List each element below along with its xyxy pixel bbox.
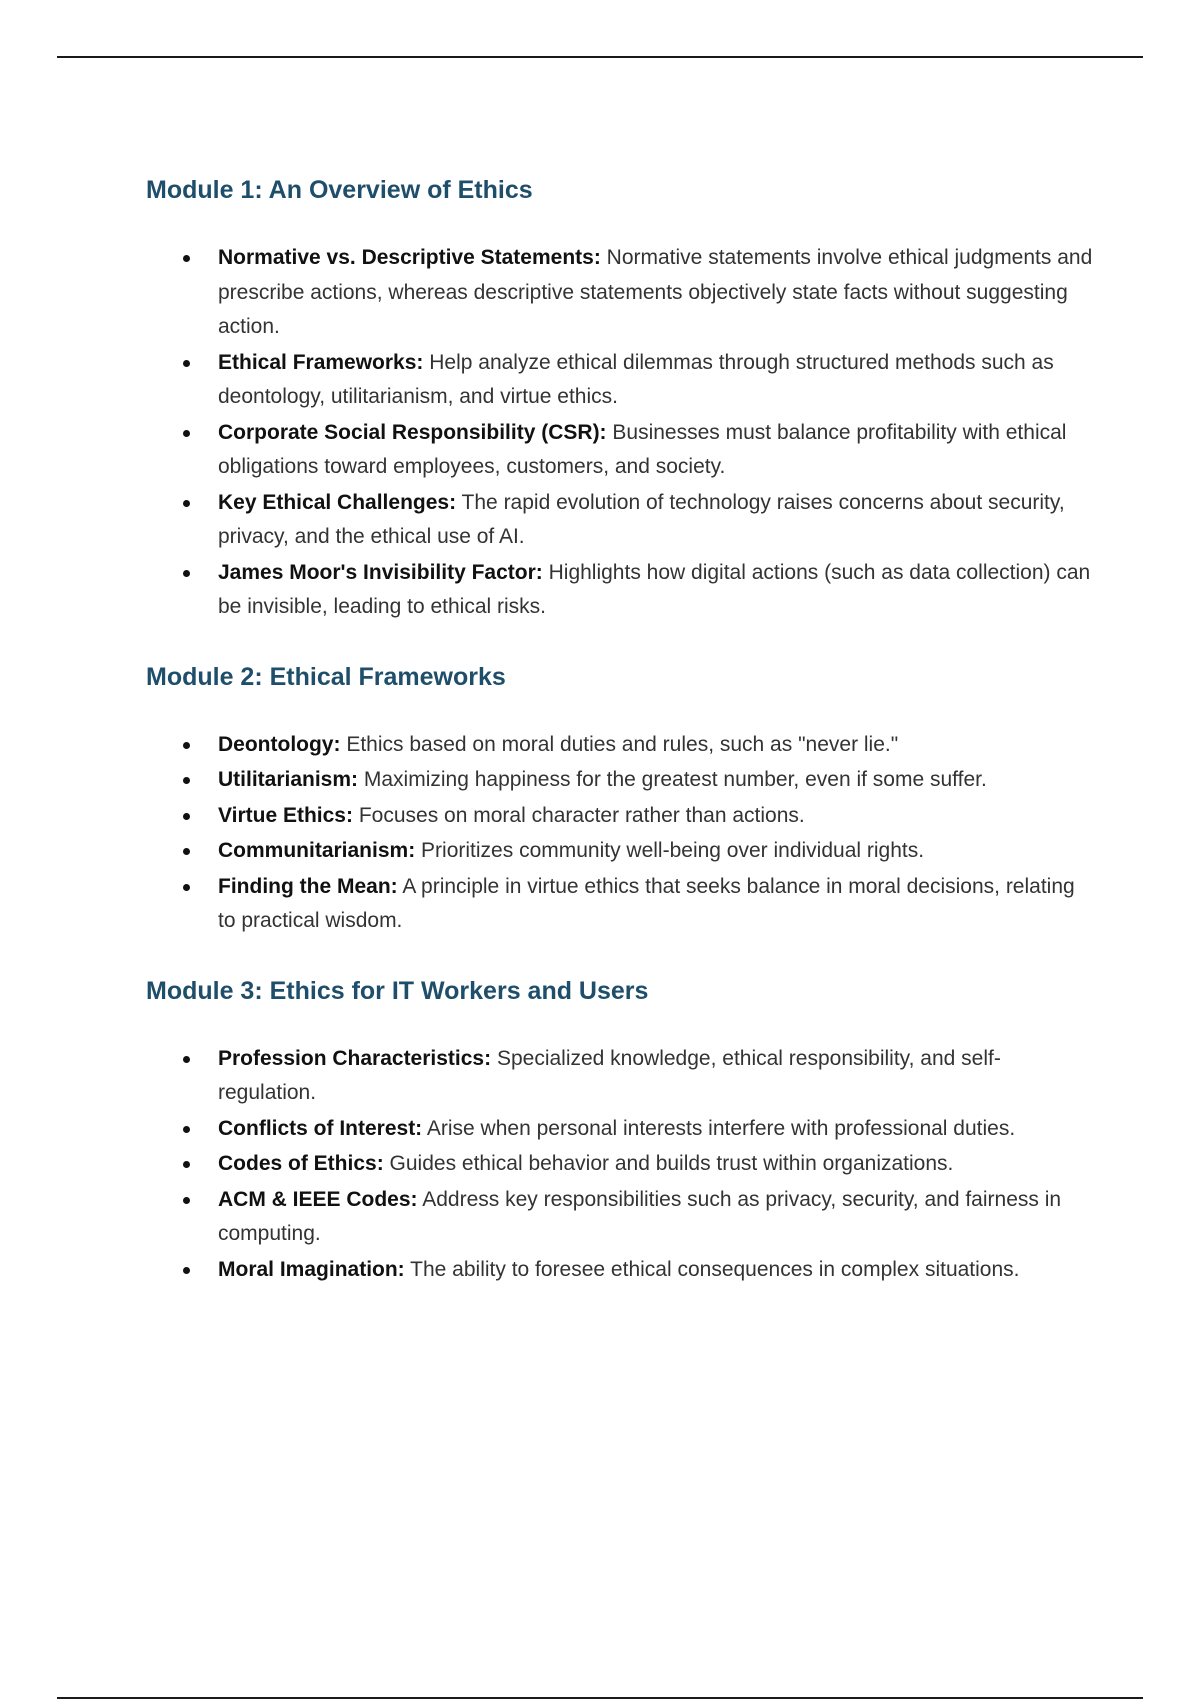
item-term: Normative vs. Descriptive Statements: <box>218 246 601 269</box>
item-term: Virtue Ethics: <box>218 803 353 827</box>
module-3-section <box>146 973 1106 1288</box>
list-item <box>218 1042 1106 1111</box>
list-item <box>218 1253 1106 1288</box>
list-item <box>218 728 1106 763</box>
item-term: Utilitarianism: <box>218 768 359 791</box>
item-text: Specialized knowledge, ethical responsibility, and self-regulation. <box>218 1046 1001 1104</box>
item-text: Arise when personal interests interfere with professional duties. <box>426 1116 1016 1140</box>
item-text: Focuses on moral character rather than actions. <box>358 803 805 827</box>
item-term: Moral Imagination: <box>218 1257 405 1281</box>
module-3-list <box>146 1042 1106 1288</box>
item-text: Maximizing happiness for the greatest number, even if some suffer. <box>363 768 987 791</box>
item-text: Prioritizes community well-being over individual rights. <box>421 839 925 862</box>
item-text: Highlights how digital actions (such as data collection) can be invisible, leading to ethical risks. <box>218 560 1091 618</box>
module-3-heading: Module 3: Ethics for IT Workers and Users <box>146 976 649 1005</box>
list-item <box>218 486 1106 555</box>
list-item <box>218 1147 1106 1182</box>
module-2-list <box>146 728 1106 939</box>
module-1-heading: Module 1: An Overview of Ethics <box>146 176 533 204</box>
item-term: Conflicts of Interest: <box>218 1116 423 1140</box>
list-item <box>218 1112 1106 1147</box>
list-item <box>218 763 1106 798</box>
item-term: Deontology: <box>218 732 341 756</box>
item-text: Ethics based on moral duties and rules, such as "never lie." <box>346 732 899 756</box>
item-text: Guides ethical behavior and builds trust within organizations. <box>389 1152 954 1175</box>
module-1-list <box>146 241 1106 625</box>
header-rule <box>57 56 1143 58</box>
item-text: A principle in virtue ethics that seeks balance in moral decisions, relating to practical wisdom. <box>218 874 1075 932</box>
module-2-heading: Module 2: Ethical Frameworks <box>146 662 506 691</box>
item-text: Address key responsibilities such as privacy, security, and fairness in computing. <box>218 1187 1062 1245</box>
item-text: Businesses must balance profitability with ethical obligations toward employees, customers, and society. <box>218 420 1067 478</box>
list-item <box>218 834 1106 869</box>
item-term: Key Ethical Challenges: <box>218 490 457 514</box>
item-text: The rapid evolution of technology raises concerns about security, privacy, and the ethical use of AI. <box>218 490 1065 548</box>
list-item <box>218 1183 1106 1252</box>
item-term: Ethical Frameworks: <box>218 350 424 374</box>
list-item <box>218 241 1106 345</box>
list-item <box>218 799 1106 834</box>
item-text: Help analyze ethical dilemmas through structured methods such as deontology, utilitarianism, and virtue ethics. <box>218 350 1054 408</box>
module-2-section <box>146 659 1106 939</box>
item-term: Finding the Mean: <box>218 874 398 898</box>
item-text: Normative statements involve ethical judgments and prescribe actions, whereas descriptive statements objectively state facts without suggesting action. <box>218 246 1093 338</box>
list-item <box>218 346 1106 415</box>
item-term: James Moor's Invisibility Factor: <box>218 560 543 584</box>
item-term: Codes of Ethics: <box>218 1152 384 1175</box>
item-term: Communitarianism: <box>218 839 416 862</box>
item-term: Profession Characteristics: <box>218 1046 492 1070</box>
item-term: ACM & IEEE Codes: <box>218 1187 418 1211</box>
item-term: Corporate Social Responsibility (CSR): <box>218 420 607 444</box>
list-item <box>218 556 1106 625</box>
list-item <box>218 416 1106 485</box>
document-body <box>146 172 1106 1321</box>
item-text: The ability to foresee ethical consequences in complex situations. <box>410 1257 1020 1281</box>
list-item <box>218 870 1106 939</box>
module-1-section <box>146 172 1106 625</box>
footer-rule <box>57 1697 1143 1699</box>
